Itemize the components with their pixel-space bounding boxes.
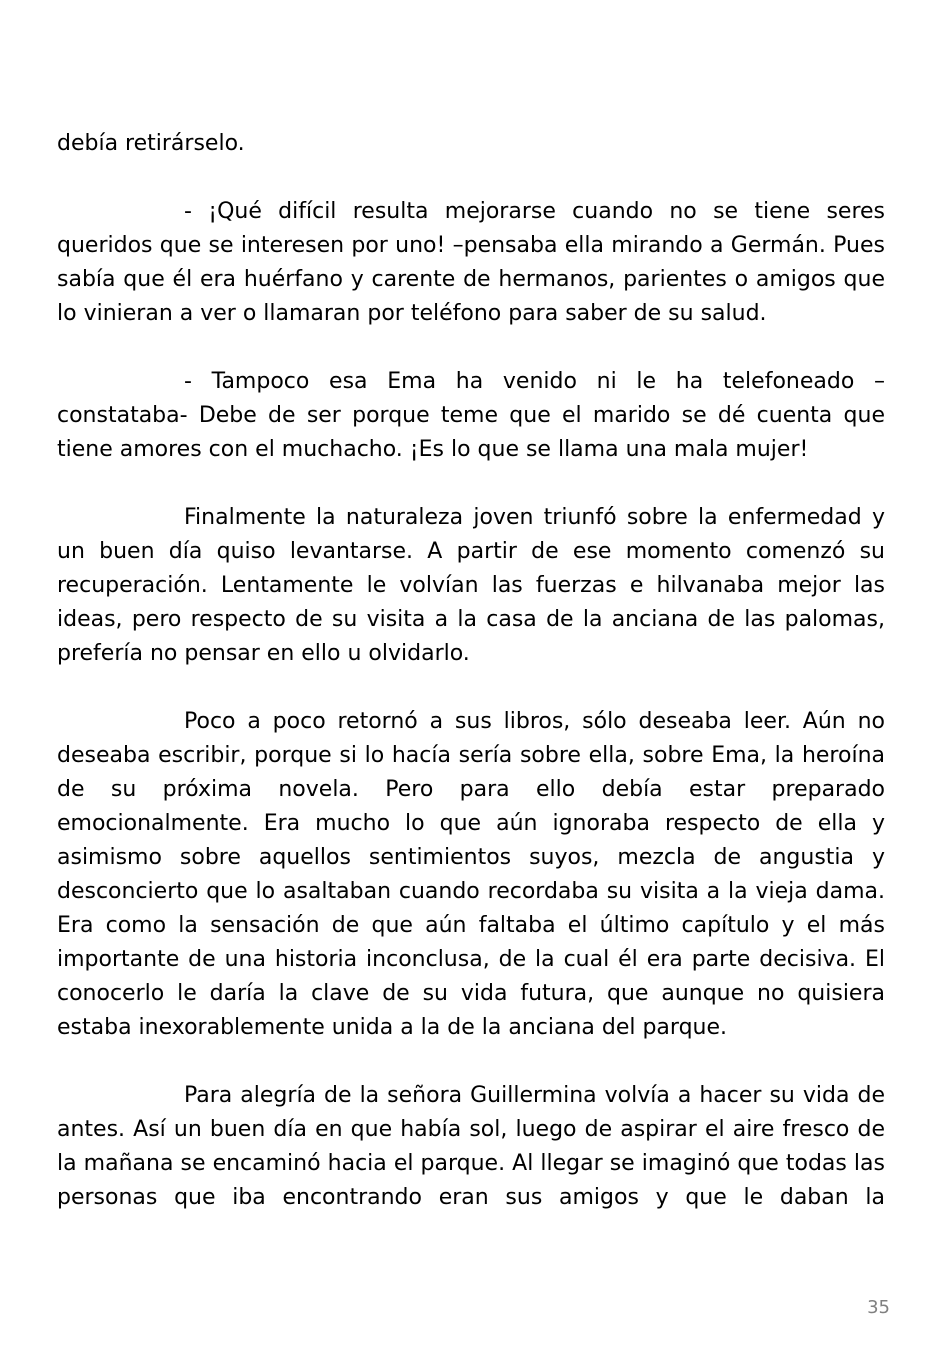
paragraph-park: Para alegría de la señora Guillermina volvía a hacer su vida de antes. Así un buen día en que había sol, luego de aspirar el aire fresco de la mañana se encaminó hacia el parque. Al llegar se imaginó que todas las personas que iba encontrando eran sus amigos y que le daban la: [57, 1083, 885, 1210]
paragraph-dialogue-2: - Tampoco esa Ema ha venido ni le ha telefoneado –constataba- Debe de ser porque teme que el marido se dé cuenta que tiene amores con el muchacho. ¡Es lo que se llama una mala mujer!: [57, 369, 885, 462]
body-text: [57, 127, 885, 1215]
page-number: 35: [867, 1297, 890, 1318]
paragraph-books: Poco a poco retornó a sus libros, sólo deseaba leer. Aún no deseaba escribir, porque si lo hacía sería sobre ella, sobre Ema, la heroína de su próxima novela. Pero para ello debía estar preparado emocionalmente. Era mucho lo que aún ignoraba respecto de ella y asimismo sobre aquellos sentimientos suyos, mezcla de angustia y desconcierto que lo asaltaban cuando recordaba su visita a la vieja dama. Era como la sensación de que aún faltaba el último capítulo y el más importante de una historia inconclusa, de la cual él era parte decisiva. El conocerlo le daría la clave de su vida futura, que aunque no quisiera estaba inexorablemente unida a la de la anciana del parque.: [57, 709, 885, 1040]
paragraph-dialogue-1: - ¡Qué difícil resulta mejorarse cuando no se tiene seres queridos que se interesen por uno! –pensaba ella mirando a Germán. Pues sabía que él era huérfano y carente de hermanos, parientes o amigos que lo vinieran a ver o llamaran por teléfono para saber de su salud.: [57, 199, 885, 326]
paragraph-recovery: Finalmente la naturaleza joven triunfó sobre la enfermedad y un buen día quiso levantarse. A partir de ese momento comenzó su recuperación. Lentamente le volvían las fuerzas e hilvanaba mejor las ideas, pero respecto de su visita a la casa de la anciana de las palomas, prefería no pensar en ello u olvidarlo.: [57, 505, 885, 666]
paragraph-continuation: debía retirárselo.: [57, 131, 245, 156]
